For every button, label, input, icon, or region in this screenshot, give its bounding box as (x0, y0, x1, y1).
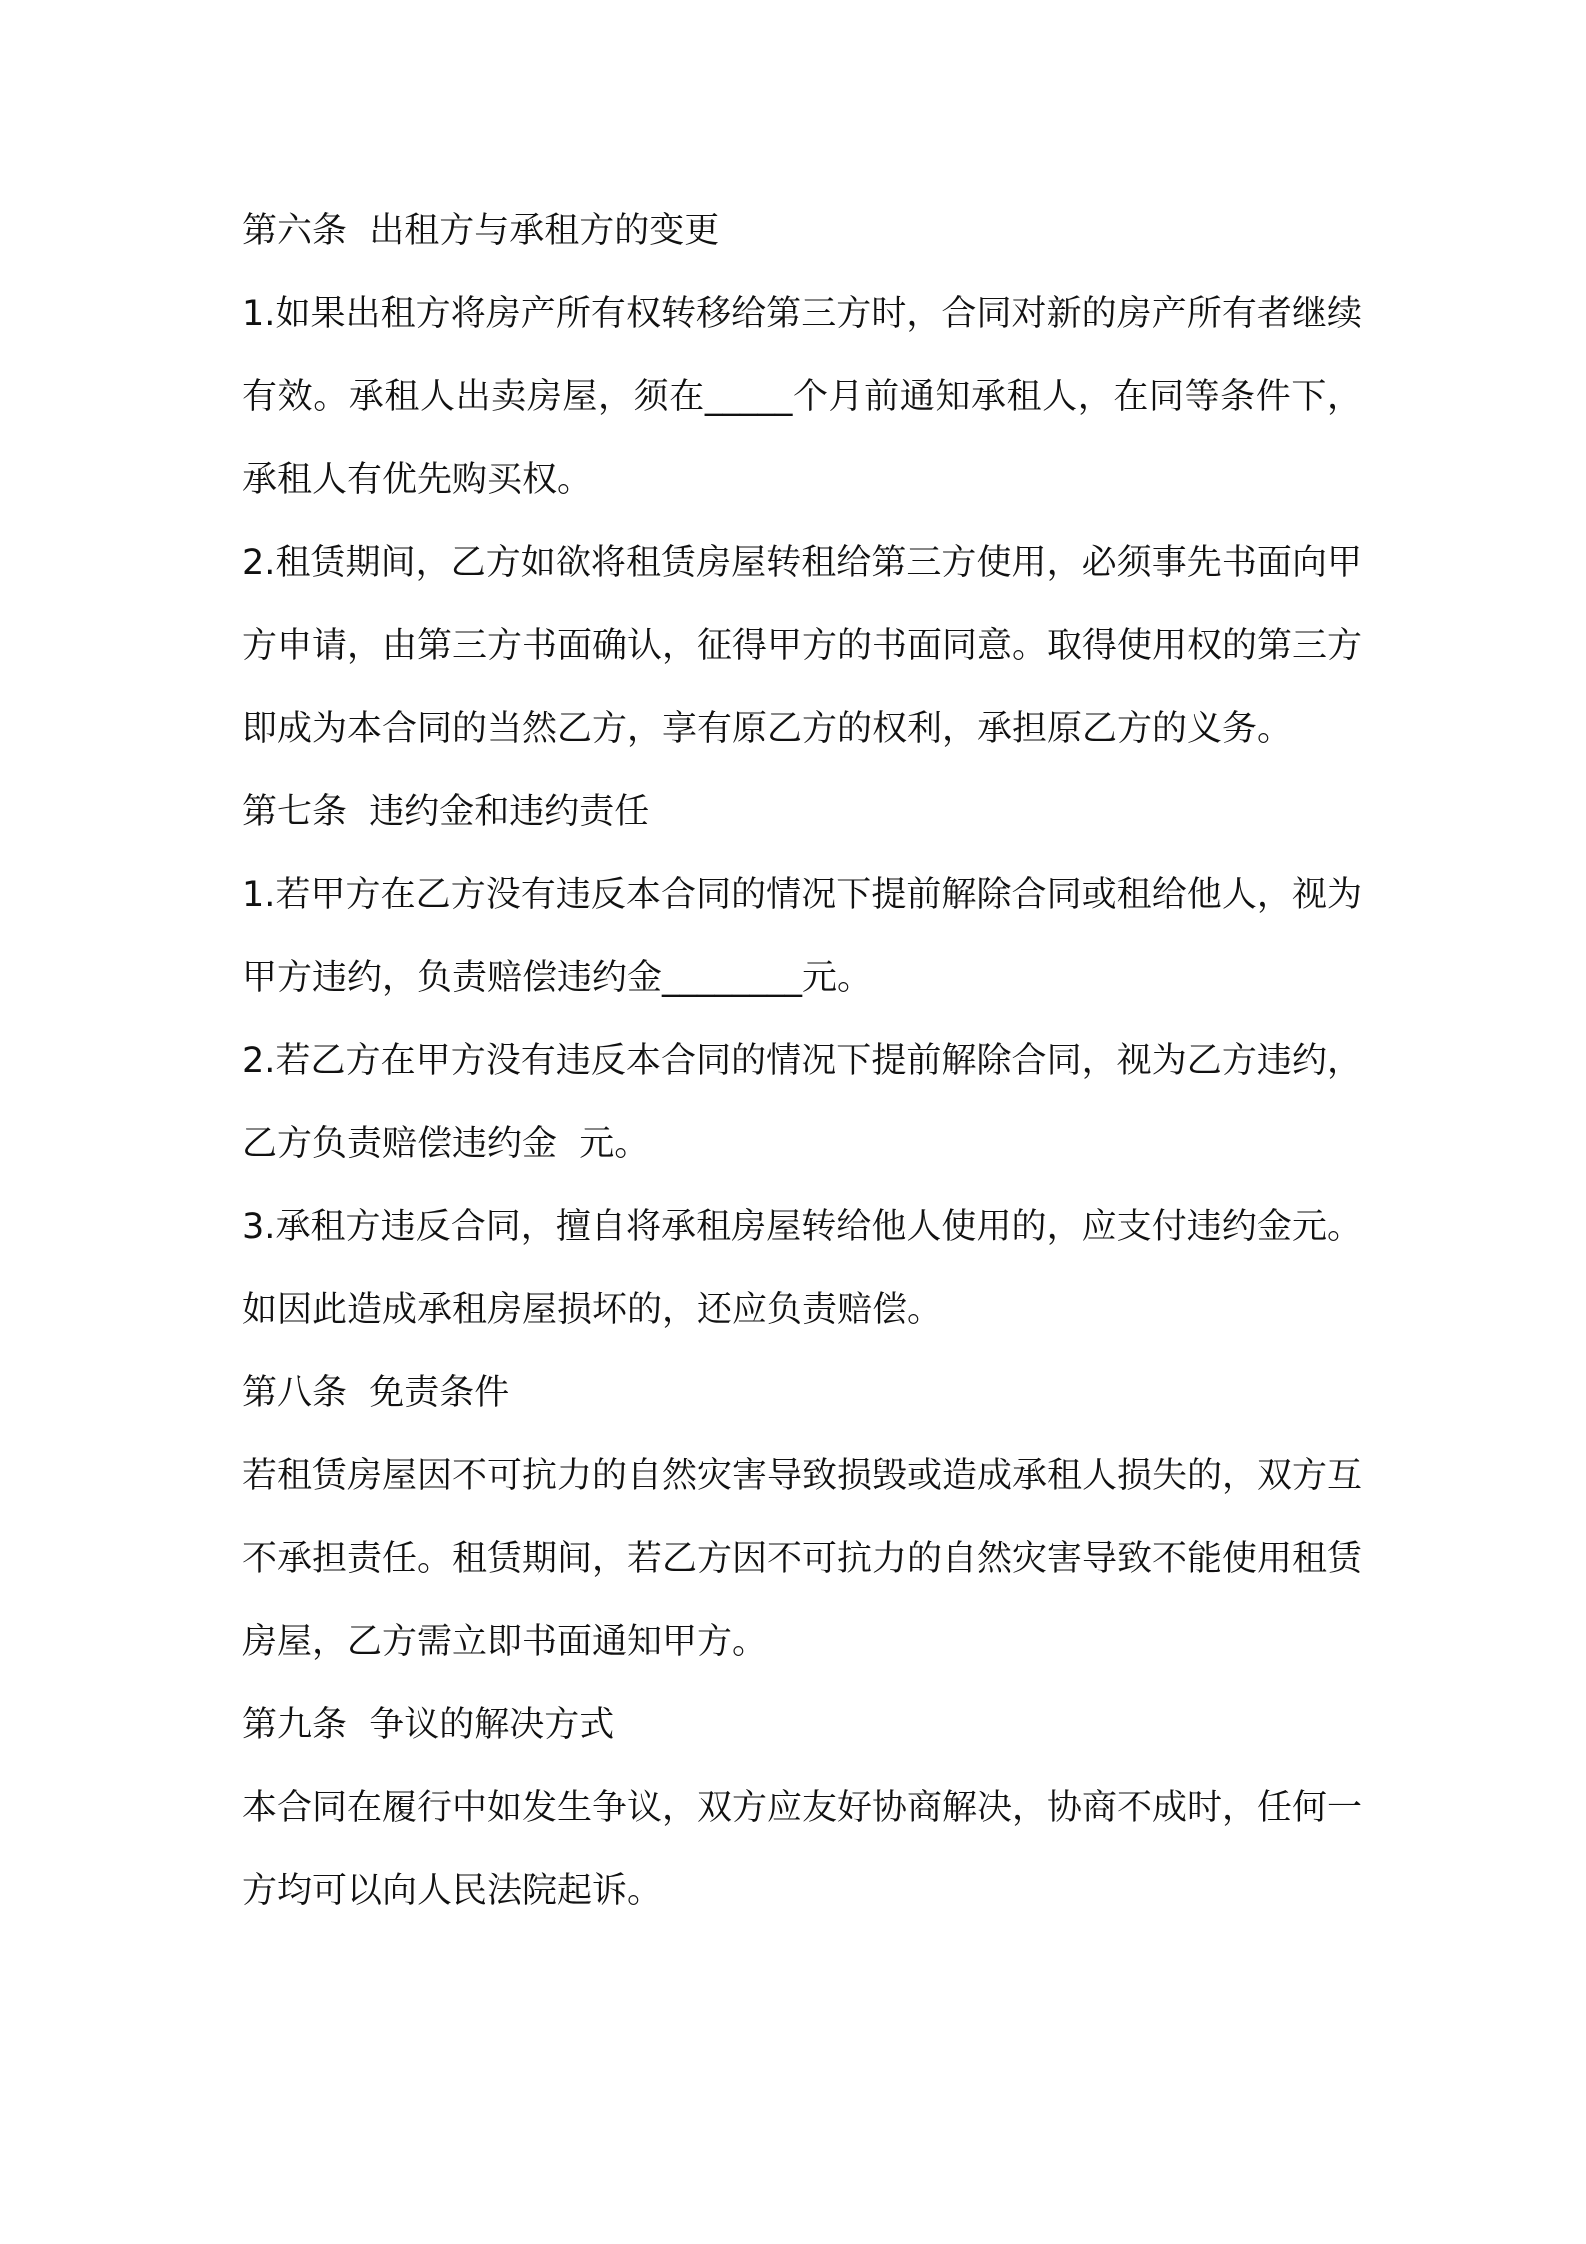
paragraph-9-1: 本合同在履行中如发生争议，双方应友好协商解决，协商不成时，任何一方均可以向人民法院起诉。 (242, 1788, 1363, 1911)
paragraph-7-3: 3.承租方违反合同，擅自将承租房屋转给他人使用的，应支付违约金元。如因此造成承租房屋损坏的，还应负责赔偿。 (242, 1207, 1362, 1330)
paragraph-7-1: 1.若甲方在乙方没有违反本合同的情况下提前解除合同或租给他人，视为甲方违约，负责赔偿违约金________元。 (242, 875, 1362, 998)
section-heading-9: 第九条 争议的解决方式 (242, 1705, 615, 1745)
paragraph-7-2: 2.若乙方在甲方没有违反本合同的情况下提前解除合同，视为乙方违约，乙方负责赔偿违约金 元。 (242, 1041, 1362, 1164)
section-heading-8: 第八条 免责条件 (242, 1373, 510, 1413)
paragraph-6-2: 2.租赁期间，乙方如欲将租赁房屋转租给第三方使用，必须事先书面向甲方申请，由第三方书面确认，征得甲方的书面同意。取得使用权的第三方即成为本合同的当然乙方，享有原乙方的权利，承担原乙方的义务。 (242, 543, 1363, 749)
paragraph-8-1: 若租赁房屋因不可抗力的自然灾害导致损毁或造成承租人损失的，双方互不承担责任。租赁期间，若乙方因不可抗力的自然灾害导致不能使用租赁房屋，乙方需立即书面通知甲方。 (242, 1456, 1363, 1662)
document-body (242, 190, 1362, 1933)
section-heading-7: 第七条 违约金和违约责任 (242, 792, 650, 832)
section-heading-6: 第六条 出租方与承租方的变更 (242, 211, 720, 251)
paragraph-6-1: 1.如果出租方将房产所有权转移给第三方时，合同对新的房产所有者继续有效。承租人出卖房屋，须在_____个月前通知承租人，在同等条件下，承租人有优先购买权。 (242, 294, 1362, 500)
